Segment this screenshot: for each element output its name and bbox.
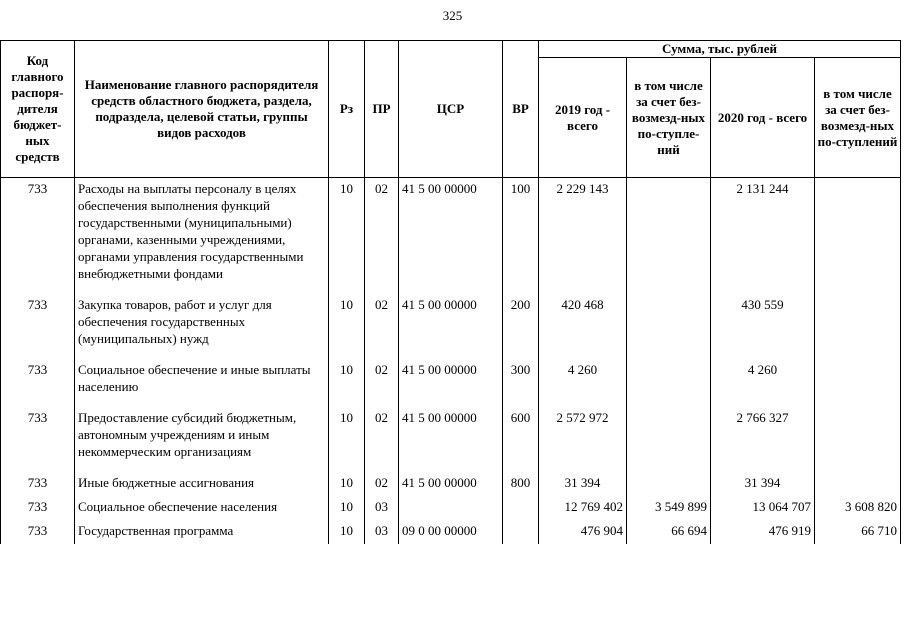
- cell-2019-free: 3 549 899: [627, 496, 711, 520]
- cell-2020-total: 4 260: [711, 359, 815, 407]
- cell-csr: [399, 496, 503, 520]
- table-row: [1, 407, 901, 472]
- cell-rz: 10: [329, 359, 365, 407]
- cell-csr: 41 5 00 00000: [399, 407, 503, 472]
- cell-rz: 10: [329, 407, 365, 472]
- cell-2019-total: 12 769 402: [539, 496, 627, 520]
- cell-2020-total: 13 064 707: [711, 496, 815, 520]
- cell-code: 733: [1, 407, 75, 472]
- header-csr: ЦСР: [399, 41, 503, 178]
- cell-2020-total: 2 131 244: [711, 178, 815, 295]
- cell-code: 733: [1, 178, 75, 295]
- header-2020-total: 2020 год - всего: [711, 58, 815, 178]
- cell-vr: [503, 496, 539, 520]
- cell-name: Иные бюджетные ассигнования: [75, 472, 329, 496]
- cell-code: 733: [1, 359, 75, 407]
- cell-csr: 09 0 00 00000: [399, 520, 503, 544]
- header-name: Наименование главного распорядителя средств областного бюджета, раздела, подраздела, целевой статьи, группы видов расходов: [75, 41, 329, 178]
- header-rz: Рз: [329, 41, 365, 178]
- cell-2020-free: [815, 472, 901, 496]
- cell-csr: 41 5 00 00000: [399, 178, 503, 295]
- cell-2020-free: [815, 407, 901, 472]
- header-2020-free: в том числе за счет без-возмезд-ных по-ступлений: [815, 58, 901, 178]
- cell-2020-total: 476 919: [711, 520, 815, 544]
- cell-pr: 03: [365, 496, 399, 520]
- cell-rz: 10: [329, 178, 365, 295]
- cell-rz: 10: [329, 520, 365, 544]
- table-row: [1, 359, 901, 407]
- cell-vr: [503, 520, 539, 544]
- cell-pr: 02: [365, 359, 399, 407]
- cell-pr: 03: [365, 520, 399, 544]
- cell-pr: 02: [365, 294, 399, 359]
- cell-2019-free: 66 694: [627, 520, 711, 544]
- cell-vr: 300: [503, 359, 539, 407]
- cell-2020-total: 2 766 327: [711, 407, 815, 472]
- page-number: 325: [442, 8, 463, 23]
- cell-name: Социальное обеспечение и иные выплаты населению: [75, 359, 329, 407]
- cell-vr: 800: [503, 472, 539, 496]
- cell-2019-total: 4 260: [539, 359, 627, 407]
- header-vr: ВР: [503, 41, 539, 178]
- cell-name: Предоставление субсидий бюджетным, автономным учреждениям и иным некоммерческим организациям: [75, 407, 329, 472]
- cell-name: Государственная программа: [75, 520, 329, 544]
- cell-2020-free: [815, 178, 901, 295]
- cell-code: 733: [1, 496, 75, 520]
- cell-rz: 10: [329, 472, 365, 496]
- cell-csr: 41 5 00 00000: [399, 472, 503, 496]
- cell-2019-total: 476 904: [539, 520, 627, 544]
- header-2019-total: 2019 год - всего: [539, 58, 627, 178]
- table-row: [1, 520, 901, 544]
- cell-name: Расходы на выплаты персоналу в целях обеспечения выполнения функций государственными (муниципальными) органами, казенными учреждениями, органами управления государственными внебюджетными фондами: [75, 178, 329, 295]
- header-code: Код главного распоря-дителя бюджет-ных средств: [1, 41, 75, 178]
- cell-csr: 41 5 00 00000: [399, 359, 503, 407]
- header-2019-free: в том числе за счет без-возмезд-ных по-ступле-ний: [627, 58, 711, 178]
- cell-2019-free: [627, 359, 711, 407]
- header-sum: Сумма, тыс. рублей: [539, 41, 901, 58]
- table-row: [1, 178, 901, 295]
- cell-vr: 600: [503, 407, 539, 472]
- cell-2020-total: 430 559: [711, 294, 815, 359]
- cell-rz: 10: [329, 294, 365, 359]
- cell-pr: 02: [365, 178, 399, 295]
- cell-2019-free: [627, 294, 711, 359]
- cell-vr: 200: [503, 294, 539, 359]
- cell-2019-free: [627, 178, 711, 295]
- cell-2020-free: [815, 359, 901, 407]
- cell-pr: 02: [365, 472, 399, 496]
- header-pr: ПР: [365, 41, 399, 178]
- cell-2019-total: 2 572 972: [539, 407, 627, 472]
- cell-2020-free: 66 710: [815, 520, 901, 544]
- cell-2020-free: 3 608 820: [815, 496, 901, 520]
- cell-2019-total: 420 468: [539, 294, 627, 359]
- cell-name: Социальное обеспечение населения: [75, 496, 329, 520]
- table-row: [1, 472, 901, 496]
- cell-vr: 100: [503, 178, 539, 295]
- cell-2019-total: 2 229 143: [539, 178, 627, 295]
- cell-2019-free: [627, 407, 711, 472]
- cell-2020-free: [815, 294, 901, 359]
- cell-code: 733: [1, 294, 75, 359]
- cell-code: 733: [1, 520, 75, 544]
- table-row: [1, 496, 901, 520]
- table-row: [1, 294, 901, 359]
- cell-rz: 10: [329, 496, 365, 520]
- cell-pr: 02: [365, 407, 399, 472]
- cell-2019-total: 31 394: [539, 472, 627, 496]
- cell-code: 733: [1, 472, 75, 496]
- budget-table: [0, 40, 901, 544]
- cell-name: Закупка товаров, работ и услуг для обеспечения государственных (муниципальных) нужд: [75, 294, 329, 359]
- cell-csr: 41 5 00 00000: [399, 294, 503, 359]
- cell-2019-free: [627, 472, 711, 496]
- cell-2020-total: 31 394: [711, 472, 815, 496]
